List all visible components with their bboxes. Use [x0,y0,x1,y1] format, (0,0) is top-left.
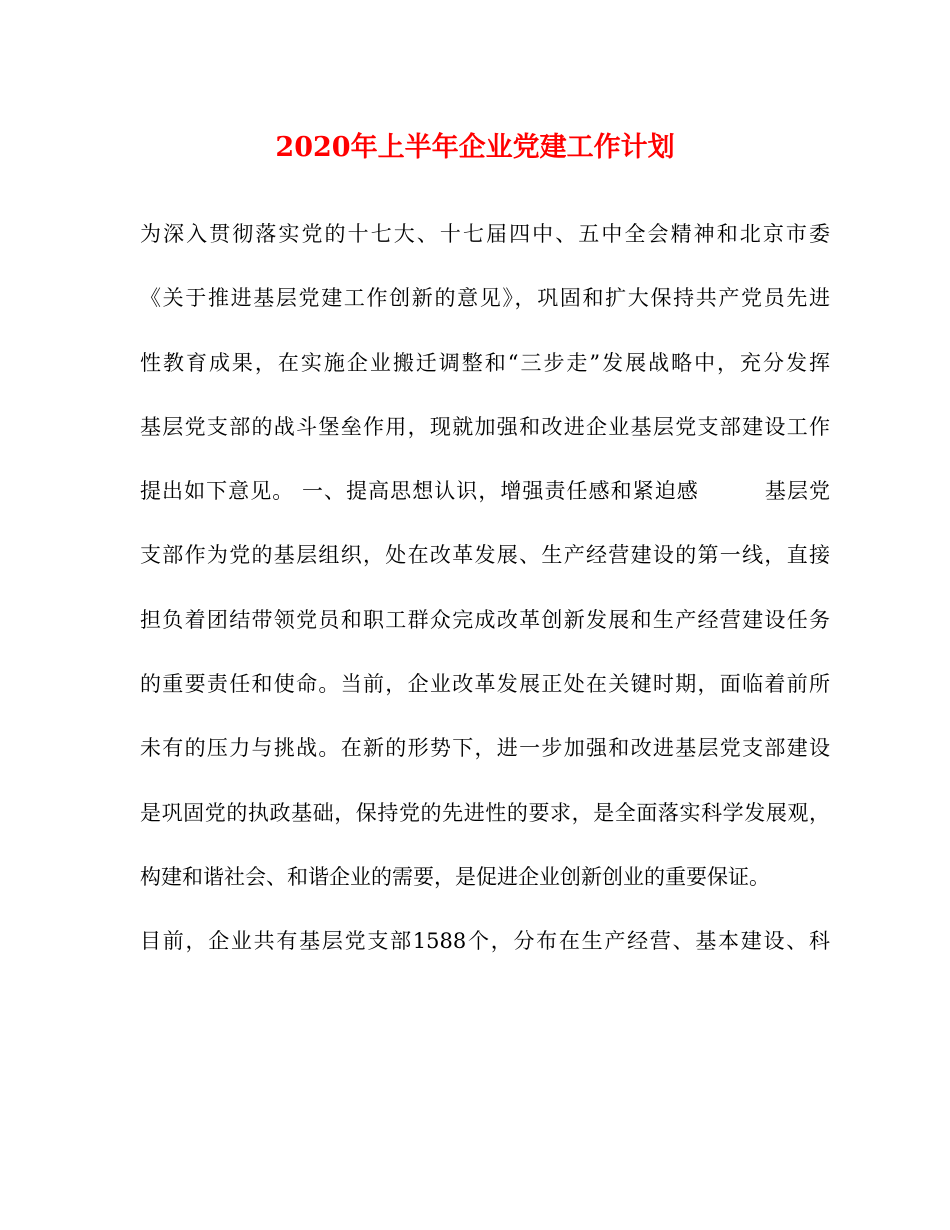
document-body [140,214,830,986]
body-line-10: 是巩固党的执政基础，保持党的先进性的要求，是全面落实科学发展观， [140,800,830,825]
body-line-8: 的重要责任和使命。当前，企业改革发展正处在关键时期，面临着前所 [140,672,830,697]
body-line-11: 构建和谐社会、和谐企业的需要，是促进企业创新创业的重要保证。 [140,864,770,889]
document-title: 2020年上半年企业党建工作计划 [275,132,675,163]
body-line-5: 提出如下意见。 一、提高思想认识，增强责任感和紧迫感 基层党 [140,479,830,504]
body-line-6: 支部作为党的基层组织，处在改革发展、生产经营建设的第一线，直接 [140,543,830,568]
body-line-4: 基层党支部的战斗堡垒作用，现就加强和改进企业基层党支部建设工作 [140,414,830,439]
body-line-3: 性教育成果，在实施企业搬迁调整和“三步走”发展战略中，充分发挥 [140,350,830,375]
body-line-9: 未有的压力与挑战。在新的形势下，进一步加强和改进基层党支部建设 [140,736,830,761]
body-line-1: 为深入贯彻落实党的十七大、十七届四中、五中全会精神和北京市委 [140,222,830,246]
body-line-7: 担负着团结带领党员和职工群众完成改革创新发展和生产经营建设任务 [140,607,830,632]
body-line-2: 《关于推进基层党建工作创新的意见》，巩固和扩大保持共产党员先进 [140,286,830,311]
body-line-12: 目前，企业共有基层党支部1588个，分布在生产经营、基本建设、科 [140,929,830,954]
